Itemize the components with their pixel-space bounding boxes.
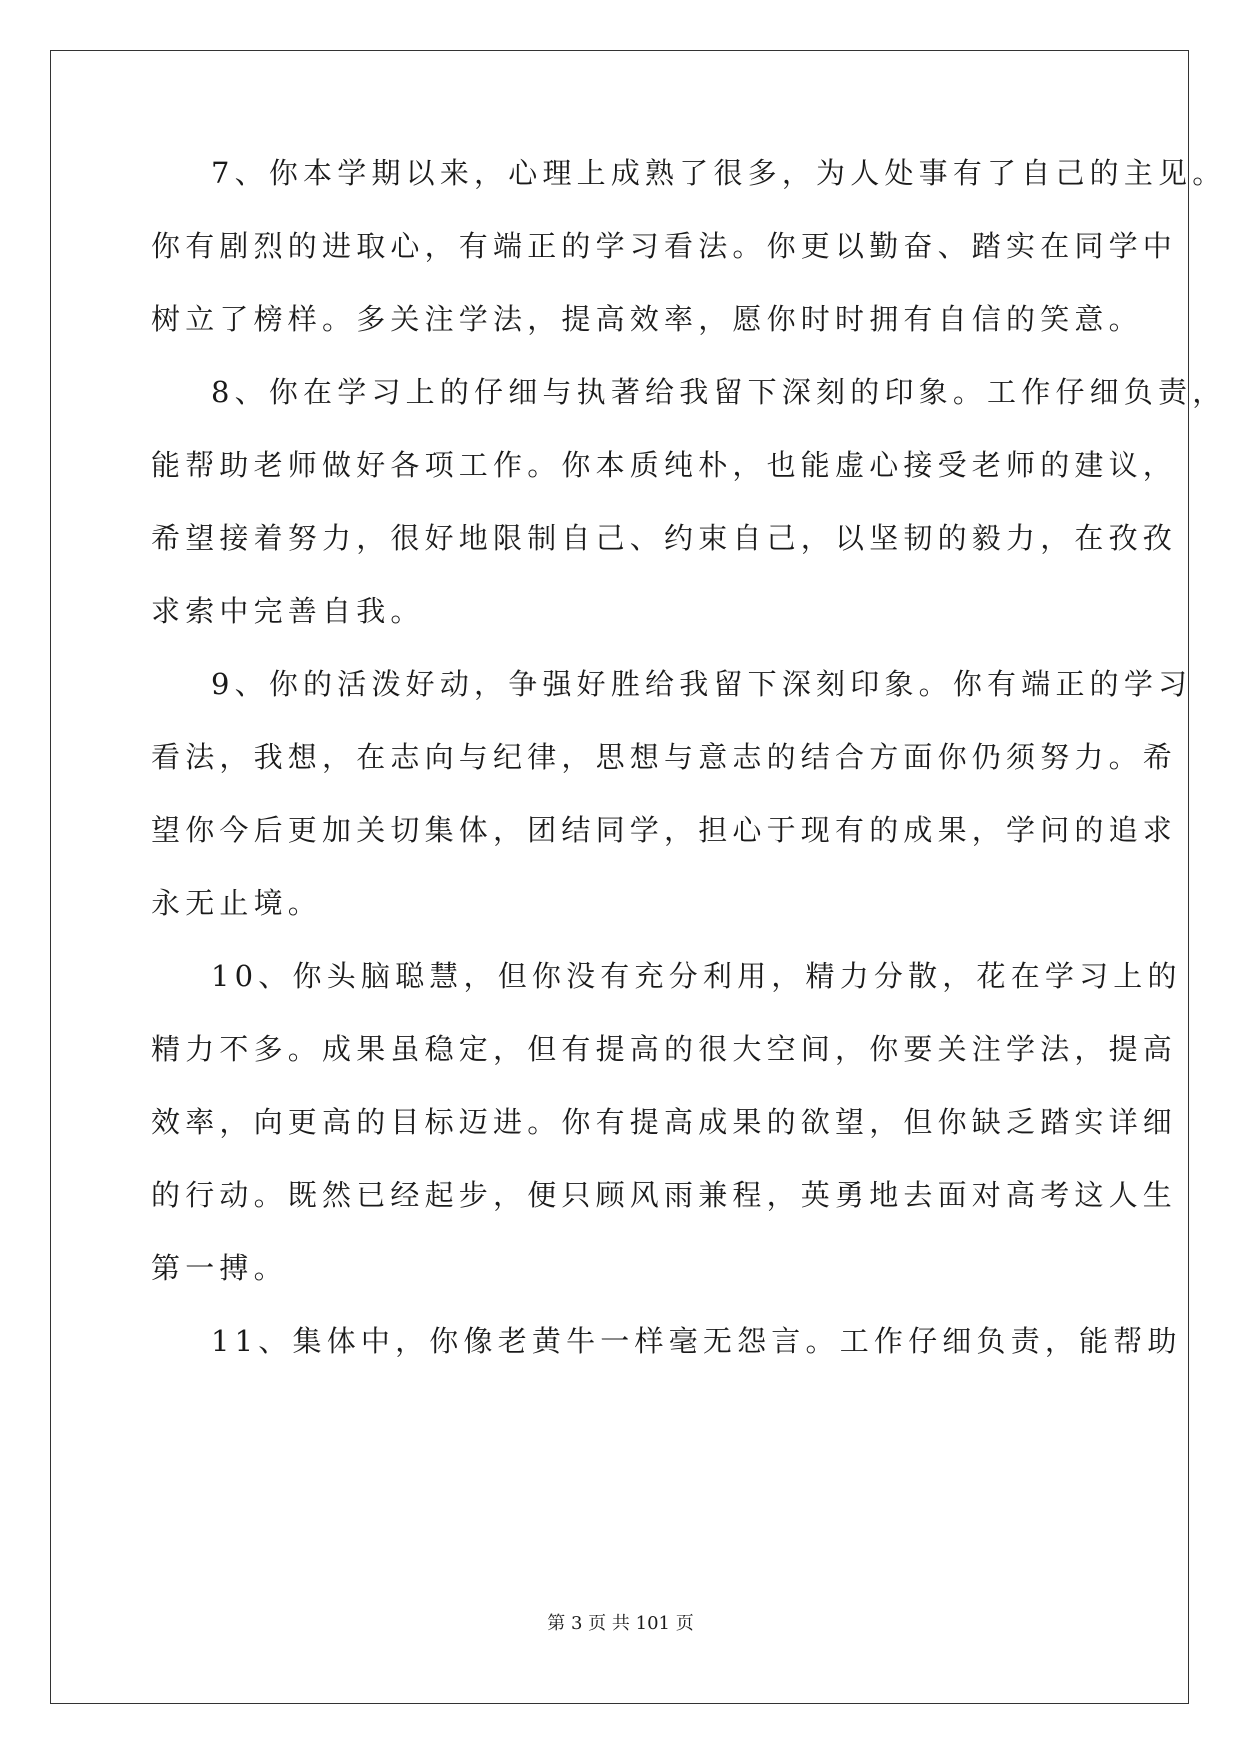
paragraph-9-line-2: 看法，我想，在志向与纪律，思想与意志的结合方面你仍须努力。希 bbox=[151, 740, 1178, 774]
paragraph-10-line-3: 效率，向更高的目标迈进。你有提高成果的欲望，但你缺乏踏实详细 bbox=[151, 1105, 1178, 1139]
paragraph-7-line-2: 你有剧烈的进取心，有端正的学习看法。你更以勤奋、踏实在同学中 bbox=[151, 229, 1178, 263]
paragraph-9-line-1: 9、你的活泼好动，争强好胜给我留下深刻印象。你有端正的学习 bbox=[211, 667, 1193, 701]
paragraph-8-line-3: 希望接着努力，很好地限制自己、约束自己，以坚韧的毅力，在孜孜 bbox=[151, 521, 1178, 555]
paragraph-10-line-1: 10、你头脑聪慧，但你没有充分利用，精力分散，花在学习上的 bbox=[211, 959, 1182, 993]
paragraph-11-line-1: 11、集体中，你像老黄牛一样毫无怨言。工作仔细负责，能帮助 bbox=[211, 1324, 1182, 1358]
paragraph-8-line-4: 求索中完善自我。 bbox=[151, 594, 425, 628]
paragraph-9-line-4: 永无止境。 bbox=[151, 886, 323, 920]
paragraph-7-line-3: 树立了榜样。多关注学法，提高效率，愿你时时拥有自信的笑意。 bbox=[151, 302, 1143, 336]
paragraph-10-line-4: 的行动。既然已经起步，便只顾风雨兼程，英勇地去面对高考这人生 bbox=[151, 1178, 1178, 1212]
page-number-footer: 第 3 页 共 101 页 bbox=[547, 1613, 694, 1634]
paragraph-10-line-5: 第一搏。 bbox=[151, 1251, 288, 1285]
paragraph-8-line-1: 8、你在学习上的仔细与执著给我留下深刻的印象。工作仔细负责， bbox=[211, 375, 1227, 409]
paragraph-10-line-2: 精力不多。成果虽稳定，但有提高的很大空间，你要关注学法，提高 bbox=[151, 1032, 1178, 1066]
paragraph-7-line-1: 7、你本学期以来，心理上成熟了很多，为人处事有了自己的主见。 bbox=[211, 156, 1227, 190]
paragraph-9-line-3: 望你今后更加关切集体，团结同学，担心于现有的成果，学问的追求 bbox=[151, 813, 1178, 847]
paragraph-8-line-2: 能帮助老师做好各项工作。你本质纯朴，也能虚心接受老师的建议， bbox=[151, 448, 1178, 482]
